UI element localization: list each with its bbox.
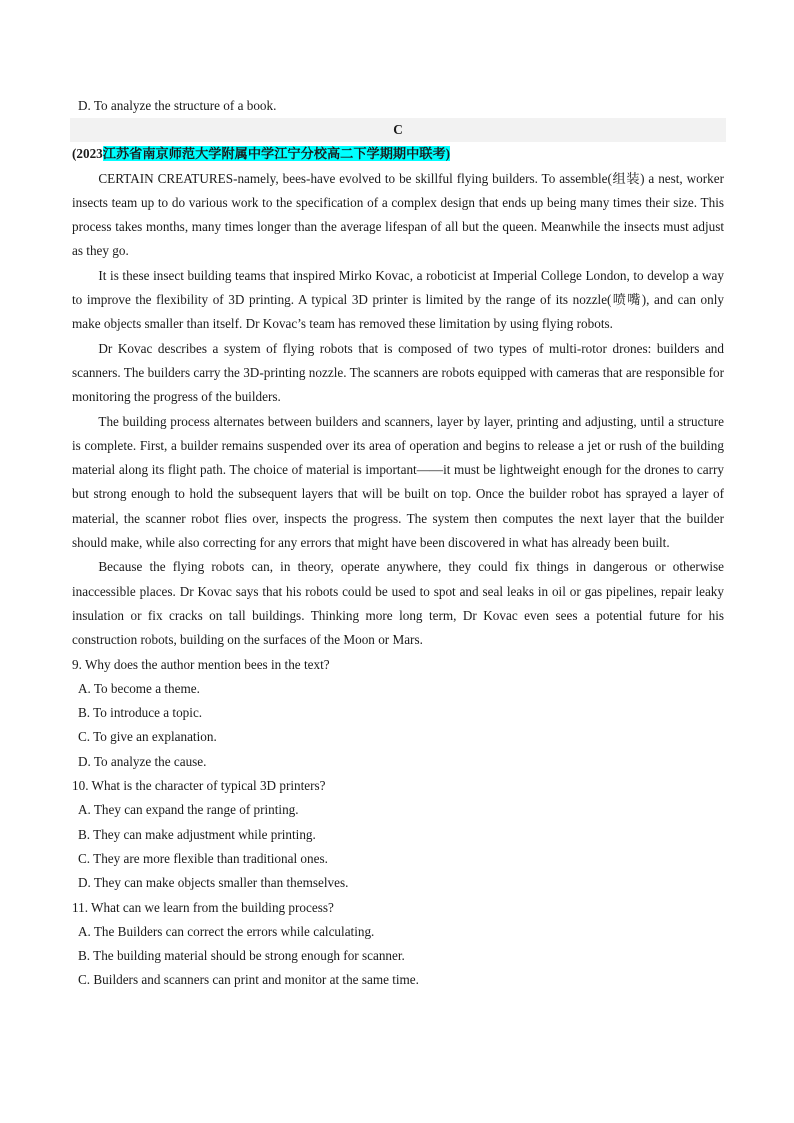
source-highlight: 江苏省南京师范大学附属中学江宁分校高二下学期期中联考) (102, 146, 451, 162)
section-header (70, 118, 726, 142)
question-9-option-d: D. To analyze the cause. (78, 753, 207, 769)
question-9-option-a: A. To become a theme. (78, 680, 200, 696)
question-10-option-c: C. They are more flexible than traditional ones. (78, 850, 328, 866)
question-10-option-a: A. They can expand the range of printing. (78, 802, 299, 818)
passage-paragraph-5: Because the flying robots can, in theory, operate anywhere, they could fix things in dangerous or otherwise inaccessible places. Dr Kovac says that his robots could be used to spot and seal leaks in oil or gas pipelines, repair leaky insulation or fix cracks on tall buildings. Thinking more long term, Dr Kovac even sees a potential future for his construction robots, building on the surfaces of the Moon or Mars. (72, 559, 724, 648)
passage-paragraph-1: CERTAIN CREATURES-namely, bees-have evolved to be skillful flying builders. To assemble(组装) a nest, worker insects team up to do various work to the specification of a complex design that ends up being many times their size. This process takes months, many times longer than the average lifespan of all but the queen. Meanwhile the insects must adjust as they go. (72, 170, 724, 259)
section-label: C (393, 122, 403, 138)
question-10-stem: 10. What is the character of typical 3D printers? (72, 778, 326, 794)
passage-paragraph-2: It is these insect building teams that inspired Mirko Kovac, a roboticist at Imperial College London, to develop a way to improve the flexibility of 3D printing. A typical 3D printer is limited by the range of its nozzle(喷嘴), and can only make objects smaller than itself. Dr Kovac’s team has removed these limitation by using flying robots. (72, 267, 724, 332)
question-10-option-d: D. They can make objects smaller than themselves. (78, 875, 349, 891)
source-year: (2023 (72, 146, 103, 162)
passage-paragraph-3: Dr Kovac describes a system of flying robots that is composed of two types of multi-rotor drones: builders and scanners. The builders carry the 3D-printing nozzle. The scanners are robots equipped with cameras that are responsible for monitoring the progress of the builders. (72, 340, 724, 405)
previous-option-d: D. To analyze the structure of a book. (78, 98, 277, 113)
question-11-option-c: C. Builders and scanners can print and monitor at the same time. (78, 972, 419, 988)
passage-paragraph-4: The building process alternates between builders and scanners, layer by layer, printing and adjusting, until a structure is complete. First, a builder remains suspended over its area of operation and begins to release a jet or rush of the building material along its flight path. The choice of material is important——it must be lightweight enough for the drones to carry but strong enough to hold the subsequent layers that will be built on top. Once the builder robot has sprayed a layer of material, the scanner robot flies over, inspects the progress. The system then computes the next layer that the builder should make, while also correcting for any errors that might have been discovered in what has already been built. (72, 413, 724, 551)
question-9-option-b: B. To introduce a topic. (78, 705, 203, 721)
question-9-stem: 9. Why does the author mention bees in the text? (72, 656, 330, 672)
question-11-option-a: A. The Builders can correct the errors while calculating. (78, 923, 375, 939)
document-page (72, 94, 724, 993)
question-10-option-b: B. They can make adjustment while printing. (78, 826, 316, 842)
source-citation (72, 142, 724, 166)
question-11-option-b: B. The building material should be strong enough for scanner. (78, 948, 405, 964)
question-11-stem: 11. What can we learn from the building process? (72, 899, 334, 915)
question-9-option-c: C. To give an explanation. (78, 729, 217, 745)
